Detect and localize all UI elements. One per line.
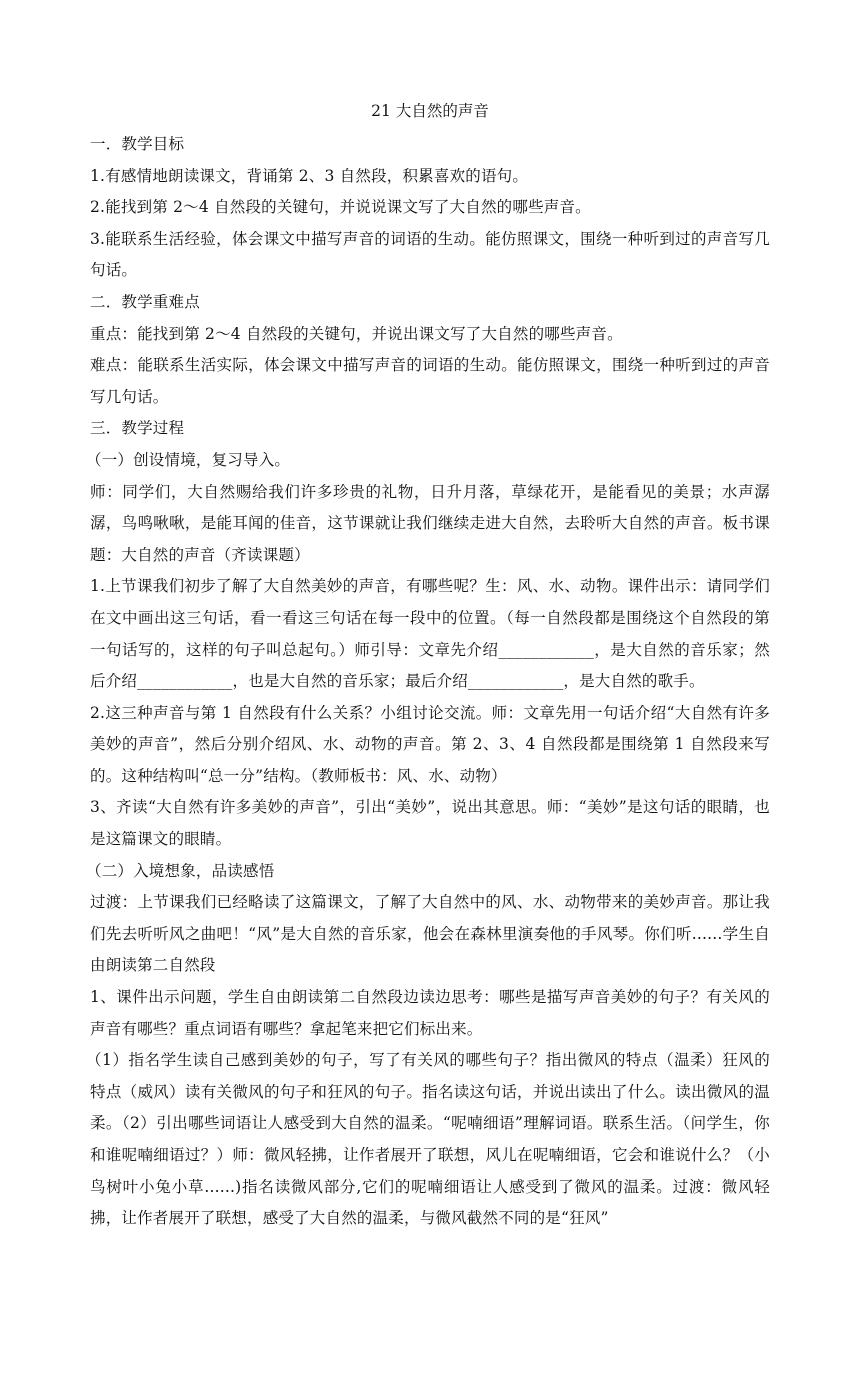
paragraph: 1.上节课我们初步了解了大自然美妙的声音，有哪些呢？生：风、水、动物。课件出示：请同学们在文中画出这三句话，看一看这三句话在每一段中的位置。（每一自然段都是围绕这个自然段的第一句话写的，这样的句子叫总起句。）师引导：文章先介绍____________，是大自然的音乐家；然后介绍____________，也是大自然的音乐家；最后介绍____________，是大自然的歌手。 bbox=[90, 577, 770, 691]
paragraph: （1）指名学生读自己感到美妙的句子，写了有关风的哪些句子？指出微风的特点（温柔）狂风的特点（威风）读有关微风的句子和狂风的句子。指名读这句话，并说出读出了什么。读出微风的温柔。（2）引出哪些词语让人感受到大自然的温柔。“呢喃细语”理解词语。联系生活。（问学生，你和谁呢喃细语过？）师：微风轻拂，让作者展开了联想，风儿在呢喃细语，它会和谁说什么？（小鸟树叶小兔小草......)指名读微风部分,它们的呢喃细语让人感受到了微风的温柔。过渡：微风轻拂，让作者展开了联想，感受了大自然的温柔，与微风截然不同的是“狂风” bbox=[86, 1051, 770, 1228]
paragraph: 1.有感情地朗读课文，背诵第 2、3 自然段，积累喜欢的语句。 bbox=[90, 166, 529, 185]
document-body bbox=[86, 129, 770, 1235]
paragraph: 难点：能联系生活实际，体会课文中描写声音的词语的生动。能仿照课文，围绕一种听到过的声音写几句话。 bbox=[90, 356, 770, 406]
section-heading-goals: 一．教学目标 bbox=[90, 135, 185, 153]
paragraph: 师：同学们，大自然赐给我们许多珍贵的礼物，日升月落，草绿花开，是能看见的美景；水声潺潺，鸟鸣啾啾，是能耳闻的佳音，这节课就让我们继续走进大自然，去聆听大自然的声音。板书课题：大自然的声音（齐读课题） bbox=[90, 482, 770, 564]
paragraph: 3、齐读“大自然有许多美妙的声音”，引出“美妙”，说出其意思。师：“美妙”是这句话的眼睛，也是这篇课文的眼睛。 bbox=[90, 798, 770, 849]
paragraph: 2.这三种声音与第 1 自然段有什么关系？小组讨论交流。师：文章先用一句话介绍“大自然有许多美妙的声音”，然后分别介绍风、水、动物的声音。第 2、3、4 自然段都是围绕第 1 自然段来写的。这种结构叫“总一分”结构。（教师板书：风、水、动物） bbox=[90, 703, 770, 785]
paragraph: 3.能联系生活经验，体会课文中描写声音的词语的生动。能仿照课文，围绕一种听到过的声音写几句话。 bbox=[90, 229, 770, 280]
paragraph: 过渡：上节课我们已经略读了这篇课文，了解了大自然中的风、水、动物带来的美妙声音。那让我们先去听听风之曲吧！“风”是大自然的音乐家，他会在森林里演奏他的手风琴。你们听......学生自由朗读第二自然段 bbox=[90, 893, 770, 975]
section-heading-key-points: 二．教学重难点 bbox=[90, 292, 200, 311]
document-title: 21 大自然的声音 bbox=[371, 102, 489, 120]
paragraph: 重点：能找到第 2～4 自然段的关键句，并说出课文写了大自然的哪些声音。 bbox=[90, 324, 623, 343]
paragraph: 2.能找到第 2～4 自然段的关键句，并说说课文写了大自然的哪些声音。 bbox=[90, 198, 591, 217]
paragraph: 1、课件出示问题，学生自由朗读第二自然段边读边思考：哪些是描写声音美妙的句子？有关风的声音有哪些？重点词语有哪些？拿起笔来把它们标出来。 bbox=[90, 988, 770, 1038]
subsection-heading: （二）入境想象，品读感悟 bbox=[86, 861, 275, 880]
section-heading-process: 三．教学过程 bbox=[90, 419, 185, 438]
subsection-heading: （一）创设情境，复习导入。 bbox=[86, 450, 291, 469]
